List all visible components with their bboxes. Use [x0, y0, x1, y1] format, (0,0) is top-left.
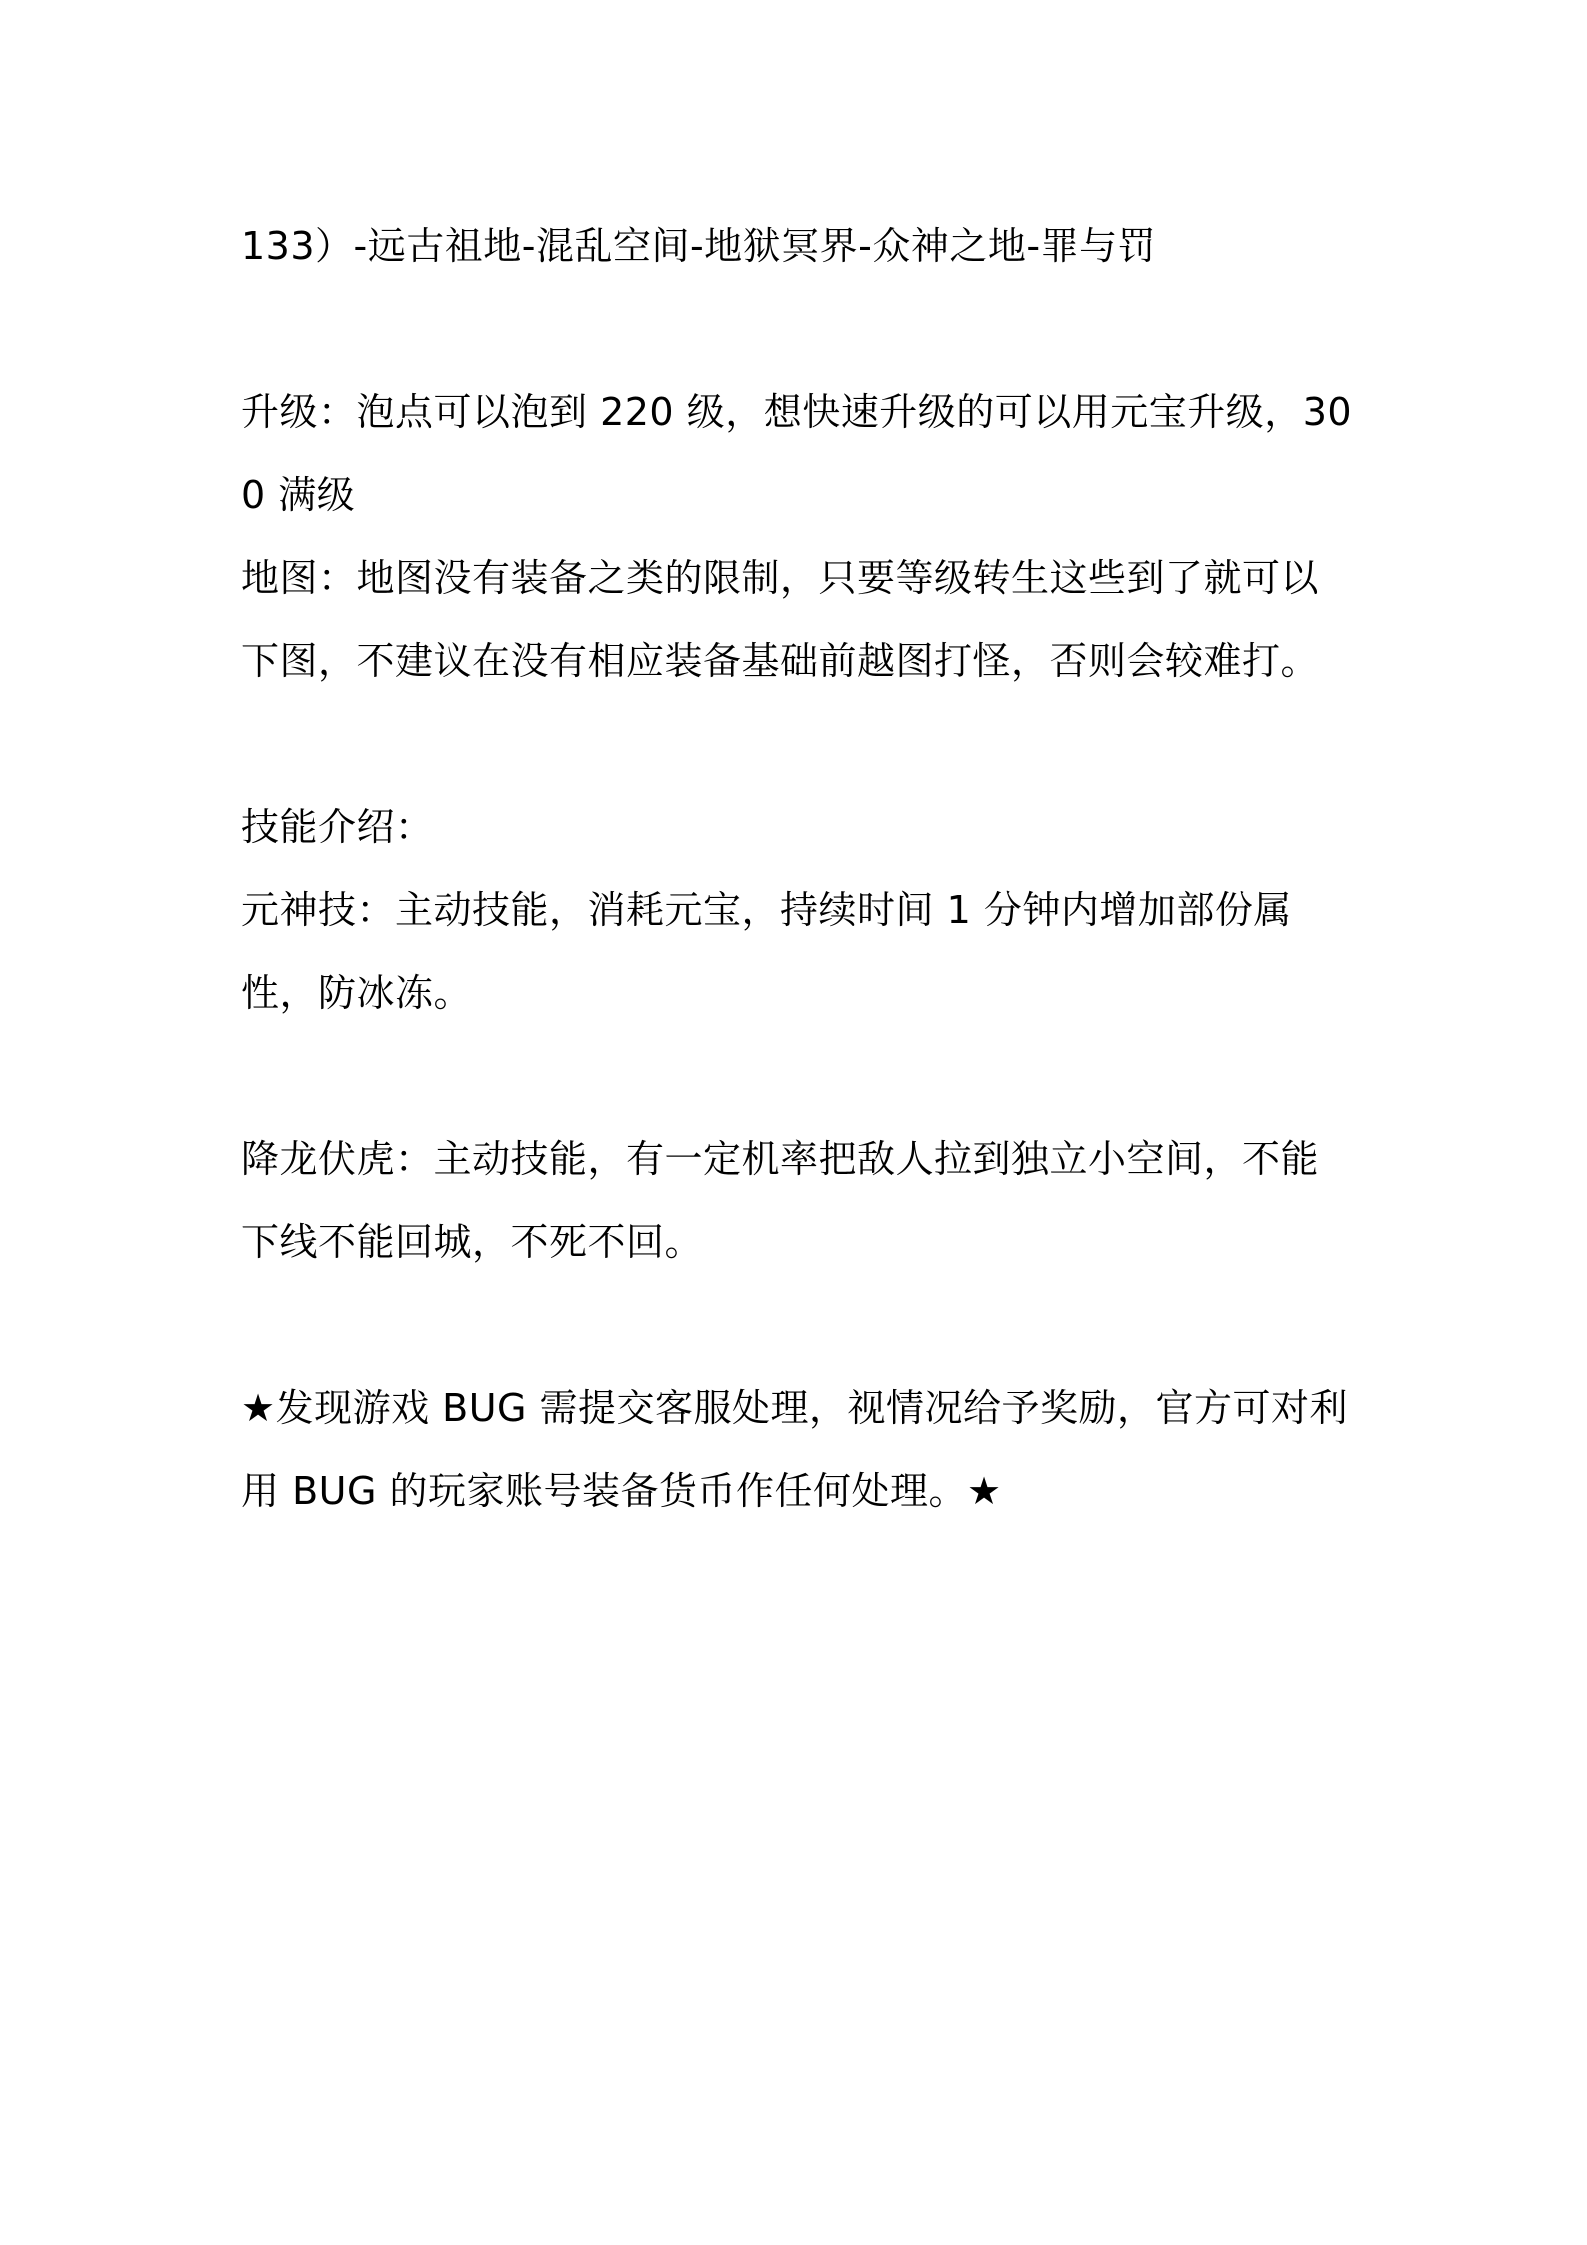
map-paragraph: 地图：地图没有装备之类的限制，只要等级转生这些到了就可以下图，不建议在没有相应装备基础前越图打怪，否则会较难打。 [241, 556, 1320, 683]
bug-notice-paragraph: ★发现游戏 BUG 需提交客服处理，视情况给予奖励，官方可对利用 BUG 的玩家账号装备货币作任何处理。★ [241, 1386, 1349, 1513]
document-body [241, 205, 1356, 1533]
route-line: 133）-远古祖地-混乱空间-地狱冥界-众神之地-罪与罚 [241, 224, 1157, 268]
upgrade-paragraph: 升级：泡点可以泡到 220 级，想快速升级的可以用元宝升级，300 满级 [241, 390, 1353, 517]
skill-yuanshen-paragraph: 元神技：主动技能，消耗元宝，持续时间 1 分钟内增加部份属性，防冰冻。 [241, 888, 1292, 1015]
skills-heading: 技能介绍： [241, 805, 434, 849]
skill-xianglong-paragraph: 降龙伏虎：主动技能，有一定机率把敌人拉到独立小空间，不能下线不能回城，不死不回。 [241, 1137, 1320, 1264]
